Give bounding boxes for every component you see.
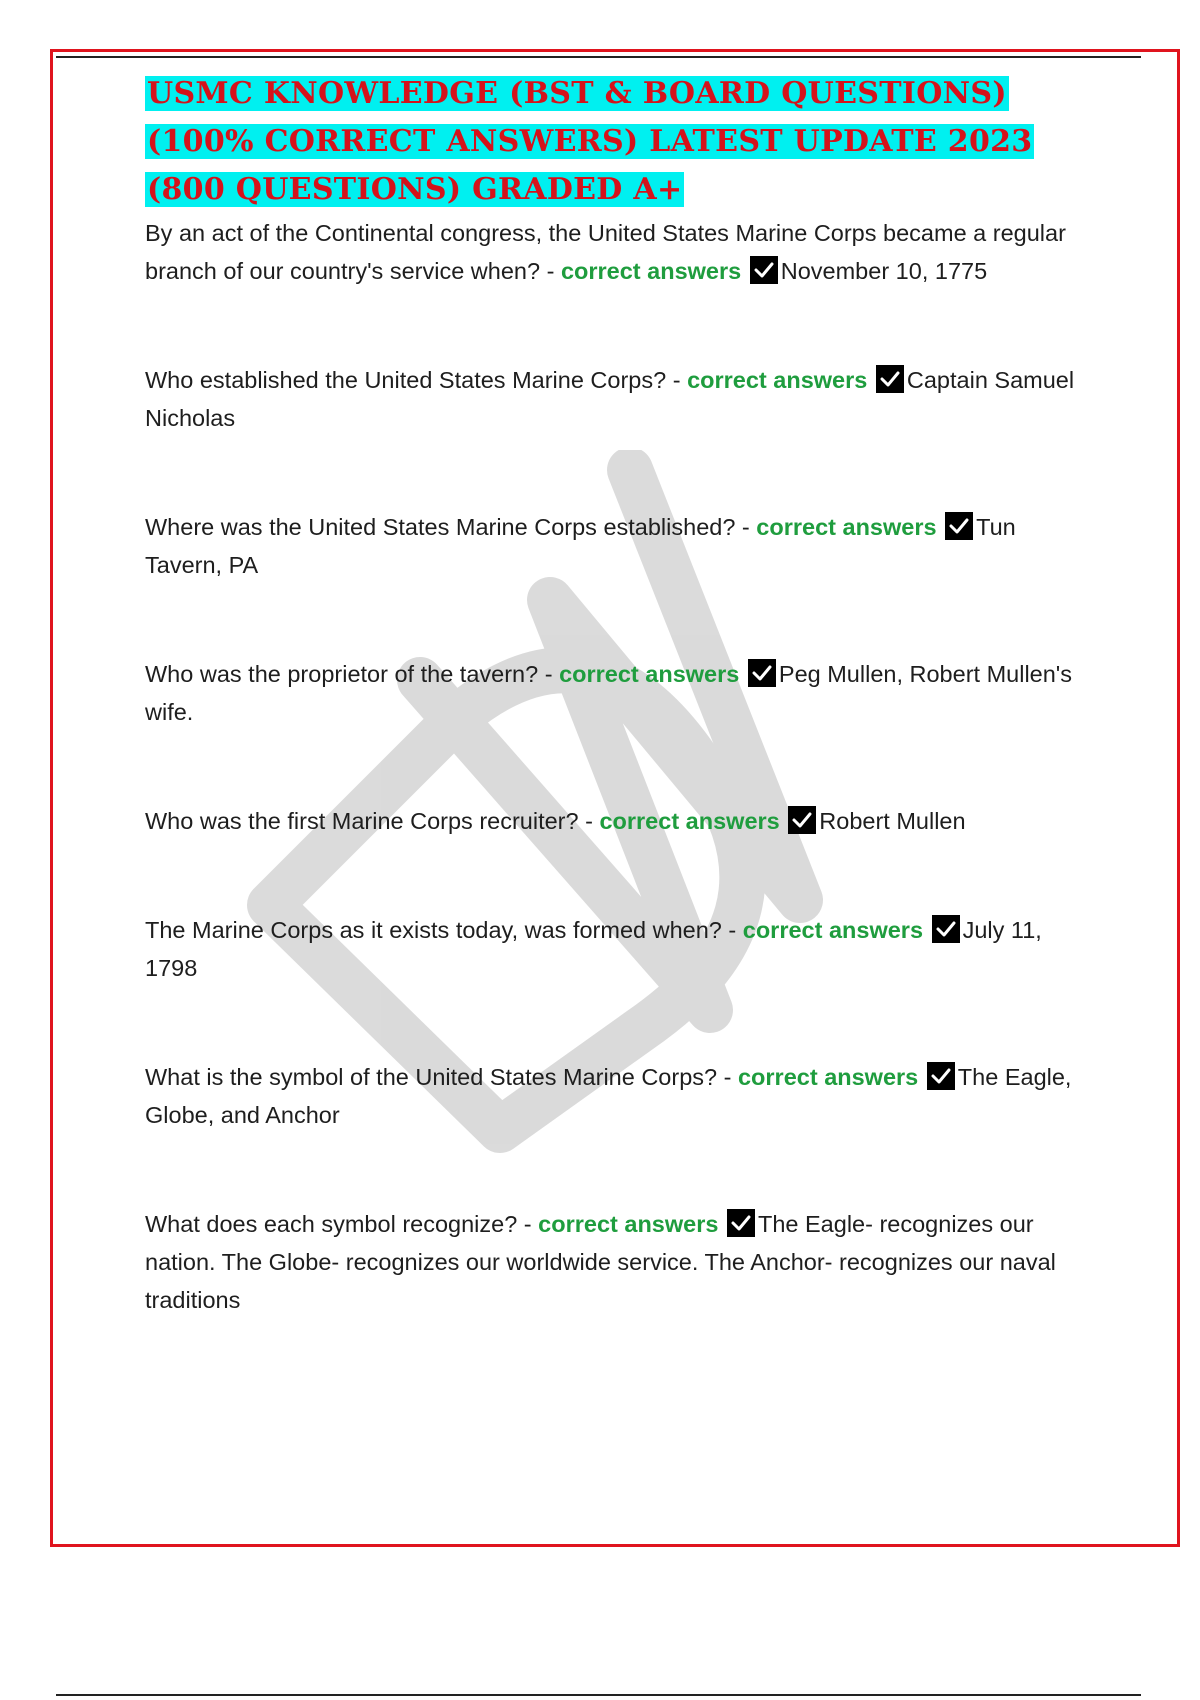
qa-list	[145, 214, 1095, 1319]
answer-text: Peg Mullen, Robert Mullen's wife.	[145, 661, 1073, 725]
document-title	[145, 70, 1095, 214]
qa-item	[145, 1058, 1095, 1134]
top-rule	[56, 56, 1141, 58]
correct-answers-label: correct answers	[599, 808, 780, 834]
question-text: By an act of the Continental congress, the United States Marine Corps became a regular branch of our country's service when? -	[145, 220, 1066, 284]
correct-answers-label: correct answers	[737, 1064, 919, 1090]
checkmark-icon	[748, 659, 776, 687]
answer-text: The Eagle, Globe, and Anchor	[145, 1064, 1072, 1128]
checkmark-icon	[727, 1209, 755, 1237]
correct-answers-label: correct answers	[687, 367, 868, 393]
checkmark-icon	[876, 365, 904, 393]
checkmark-icon	[927, 1062, 955, 1090]
question-text: Who was the proprietor of the tavern? -	[145, 661, 553, 687]
answer-text: The Eagle- recognizes our nation. The Globe- recognizes our worldwide service. The Anchor- recognizes our naval traditions	[145, 1211, 1056, 1313]
correct-answers-label: correct answers	[742, 917, 924, 943]
document-body	[145, 70, 1095, 1319]
qa-item	[145, 802, 1095, 840]
question-text: What is the symbol of the United States Marine Corps? -	[145, 1064, 732, 1090]
qa-item	[145, 911, 1095, 987]
correct-answers-label: correct answers	[559, 661, 740, 687]
title-highlight: USMC KNOWLEDGE (BST & BOARD QUESTIONS) (100% CORRECT ANSWERS) LATEST UPDATE 2023 (800 QUESTIONS) GRADED A+	[147, 76, 1033, 207]
qa-item	[145, 655, 1095, 731]
question-text: The Marine Corps as it exists today, was formed when? -	[145, 917, 737, 943]
answer-text: Captain Samuel Nicholas	[145, 367, 1075, 431]
qa-item	[145, 1205, 1095, 1319]
answer-text: November 10, 1775	[780, 258, 988, 284]
answer-text: July 11, 1798	[145, 917, 1042, 981]
question-text: Who was the first Marine Corps recruiter? -	[145, 808, 593, 834]
question-text: What does each symbol recognize? -	[145, 1211, 532, 1237]
checkmark-icon	[932, 915, 960, 943]
correct-answers-label: correct answers	[538, 1211, 719, 1237]
correct-answers-label: correct answers	[560, 258, 742, 284]
question-text: Who established the United States Marine Corps? -	[145, 367, 681, 393]
checkmark-icon	[788, 806, 816, 834]
answer-text: Robert Mullen	[819, 808, 966, 834]
question-text: Where was the United States Marine Corps established? -	[145, 514, 750, 540]
qa-item	[145, 508, 1095, 584]
bottom-rule	[56, 1694, 1141, 1696]
correct-answers-label: correct answers	[756, 514, 937, 540]
checkmark-icon	[945, 512, 973, 540]
answer-text: Tun Tavern, PA	[145, 514, 1016, 578]
qa-item	[145, 361, 1095, 437]
checkmark-icon	[750, 256, 778, 284]
qa-item	[145, 214, 1095, 290]
